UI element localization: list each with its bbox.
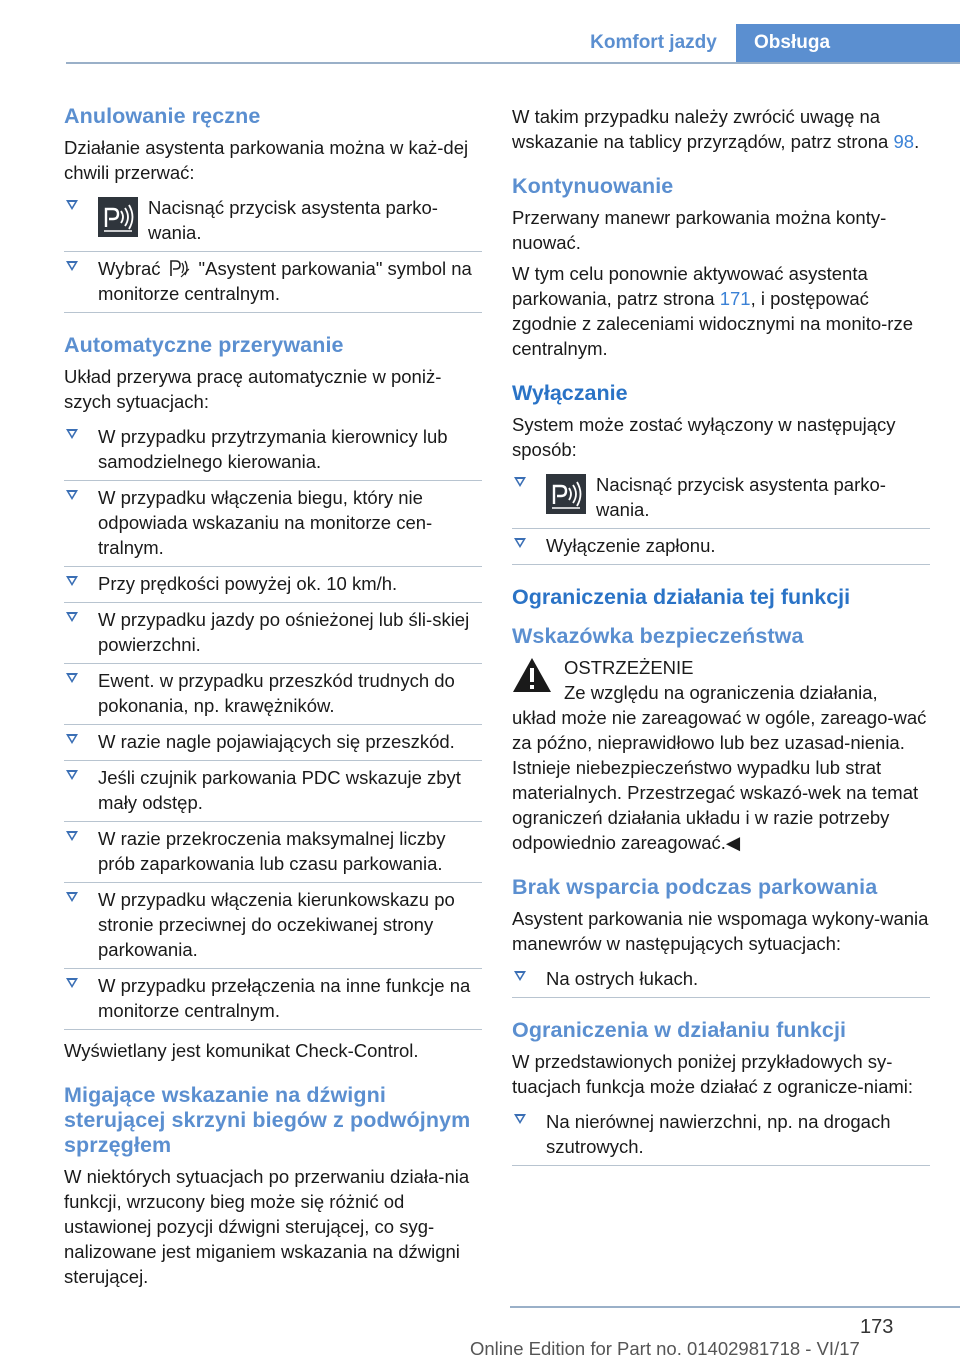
footer-rule: [510, 1306, 960, 1308]
no-support-item-1: Na ostrych łukach.: [546, 968, 699, 989]
bullet-icon: [66, 200, 78, 210]
operation-limits-item-1: Na nierównej nawierzchni, np. na drogach szutrowych.: [546, 1111, 891, 1157]
parking-assistant-symbol-icon: [169, 258, 191, 278]
bullet-icon: [66, 261, 78, 271]
manual-cancel-item-2-post: "Asystent parkowania" symbol na monitorze centralnym.: [98, 258, 472, 304]
list-item: [512, 1105, 930, 1166]
bullet-icon: [66, 490, 78, 500]
header-rule: [66, 62, 960, 64]
auto-cancel-item-10: W przypadku przełączenia na inne funkcje na monitorze centralnym.: [98, 975, 471, 1021]
heading-switch-off: Wyłączanie: [512, 381, 628, 405]
list-item: [64, 567, 482, 603]
bullet-icon: [66, 770, 78, 780]
edition-label: Online Edition for Part no. 01402981718 - VI/17: [470, 1338, 860, 1359]
note-text-pre: W takim przypadku należy zwrócić uwagę na wskazanie na tablicy przyrządów, patrz strona: [512, 106, 889, 152]
list-item: [64, 883, 482, 969]
page-link-98[interactable]: 98: [893, 131, 915, 152]
section-auto-cancel: [64, 333, 482, 1063]
continue-p2-post: , i postępować zgodnie z zaleceniami widocznymi na monito‐rze centralnym.: [512, 288, 914, 359]
switch-off-intro: System może zostać wyłączony w następujący sposób:: [512, 414, 896, 460]
switch-off-item-2: Wyłączenie zapłonu.: [546, 535, 716, 556]
warning-triangle-icon: [512, 657, 552, 693]
auto-cancel-item-3: Przy prędkości powyżej ok. 10 km/h.: [98, 573, 398, 594]
bullet-icon: [66, 978, 78, 988]
heading-manual-cancel: Anulowanie ręczne: [64, 104, 261, 128]
continue-p2-pre: W tym celu ponownie aktywować asystenta parkowania, patrz strona: [512, 263, 868, 309]
auto-cancel-item-1: W przypadku przytrzymania kierownicy lub samodzielnego kierowania.: [98, 426, 448, 472]
header-tab-section[interactable]: Komfort jazdy: [590, 32, 717, 53]
warning-box: [512, 655, 930, 855]
list-item: [512, 962, 930, 998]
heading-safety-note: Wskazówka bezpieczeństwa: [512, 624, 804, 648]
continue-p2: [512, 261, 930, 361]
bullet-icon: [514, 477, 526, 487]
list-item: [64, 603, 482, 664]
heading-function-limits: Ograniczenia działania tej funkcji: [512, 585, 851, 609]
header-tab-chapter[interactable]: Obsługa: [736, 24, 960, 62]
right-column: [512, 104, 930, 1166]
auto-cancel-item-6: W razie nagle pojawiających się przeszkód.: [98, 731, 455, 752]
warning-text: układ może nie zareagować w ogóle, zareago‐wać za późno, nieprawidłowo lub bez uzasad‐nienia. Istnieje niebezpieczeństwo wypadku lub strat materialnych. Przestrzegać wskazó‐wek na temat ograniczeń działania układu i w razie potrzeby odpowiednio zareagować.◀: [512, 707, 927, 853]
section-continue: [512, 174, 930, 361]
bullet-icon: [66, 612, 78, 622]
heading-auto-cancel: Automatyczne przerywanie: [64, 333, 344, 357]
switch-off-list: [512, 468, 930, 565]
continue-p1: Przerwany manewr parkowania można konty‐nuować.: [512, 207, 887, 253]
section-safety-note: [512, 624, 930, 855]
list-item: [64, 822, 482, 883]
bullet-icon: [66, 892, 78, 902]
manual-cancel-item-1: Nacisnąć przycisk asystenta parko‐wania.: [148, 197, 438, 243]
manual-cancel-list: [64, 191, 482, 313]
auto-cancel-item-4: W przypadku jazdy po ośnieżonej lub śli‐skiej powierzchni.: [98, 609, 470, 655]
section-manual-cancel: [64, 104, 482, 313]
warning-lead: Ze względu na ograniczenia działania,: [564, 682, 878, 703]
auto-cancel-item-5: Ewent. w przypadku przeszkód trudnych do pokonania, np. krawężników.: [98, 670, 455, 716]
manual-cancel-intro: Działanie asystenta parkowania można w każ‐dej chwili przerwać:: [64, 137, 469, 183]
heading-continue: Kontynuowanie: [512, 174, 674, 198]
list-item: [64, 252, 482, 313]
list-item: [64, 191, 482, 252]
section-no-support: [512, 875, 930, 998]
bullet-icon: [514, 1114, 526, 1124]
auto-cancel-item-9: W przypadku włączenia kierunkowskazu po stronie przeciwnej do oczekiwanej strony parkowania.: [98, 889, 455, 960]
bullet-icon: [66, 734, 78, 744]
section-flashing-indicator: [64, 1083, 482, 1289]
left-column: [64, 104, 482, 1295]
parking-assistant-button-icon: [98, 197, 138, 237]
list-item: [64, 420, 482, 481]
switch-off-item-1: Nacisnąć przycisk asystenta parko‐wania.: [596, 474, 886, 520]
list-item: [512, 529, 930, 565]
page-link-171[interactable]: 171: [719, 288, 751, 309]
bullet-icon: [66, 429, 78, 439]
heading-operation-limits: Ograniczenia w działaniu funkcji: [512, 1018, 847, 1042]
bullet-icon: [514, 538, 526, 548]
warning-title: OSTRZEŻENIE: [564, 657, 694, 678]
operation-limits-intro: W przedstawionych poniżej przykładowych sy‐tuacjach funkcja może działać z ogranicze‐niami:: [512, 1051, 914, 1097]
bullet-icon: [66, 576, 78, 586]
section-continuation-note: [512, 104, 930, 154]
auto-cancel-item-2: W przypadku włączenia biegu, który nie odpowiada wskazaniu na monitorze cen‐tralnym.: [98, 487, 433, 558]
bullet-icon: [514, 971, 526, 981]
auto-cancel-item-8: W razie przekroczenia maksymalnej liczby prób zaparkowania lub czasu parkowania.: [98, 828, 446, 874]
heading-no-support: Brak wsparcia podczas parkowania: [512, 875, 878, 899]
flashing-indicator-text: W niektórych sytuacjach po przerwaniu działa‐nia funkcji, wrzucony bieg może się różnić od ustawionej pozycji dźwigni sterującej, co syg‐nalizowane jest miganiem wskazania na dźwigni sterującej.: [64, 1166, 470, 1287]
page-number: 173: [860, 1316, 894, 1338]
auto-cancel-after: Wyświetlany jest komunikat Check-Control.: [64, 1040, 419, 1061]
auto-cancel-list: [64, 420, 482, 1030]
list-item: [64, 481, 482, 567]
list-item: [64, 725, 482, 761]
manual-cancel-item-2-pre: Wybrać: [98, 258, 161, 279]
list-item: [64, 664, 482, 725]
auto-cancel-intro: Układ przerywa pracę automatycznie w poniż‐szych sytuacjach:: [64, 366, 442, 412]
list-item: [64, 761, 482, 822]
section-operation-limits: [512, 1018, 930, 1166]
no-support-intro: Asystent parkowania nie wspomaga wykony‐wania manewrów w następujących sytuacjach:: [512, 908, 929, 954]
section-switch-off: [512, 381, 930, 565]
list-item: [64, 969, 482, 1030]
no-support-list: [512, 962, 930, 998]
parking-assistant-button-icon: [546, 474, 586, 514]
note-text-post: .: [914, 131, 920, 152]
list-item: [512, 468, 930, 529]
operation-limits-list: [512, 1105, 930, 1166]
section-function-limits: [512, 585, 930, 610]
instrument-panel-note: [512, 104, 930, 154]
bullet-icon: [66, 831, 78, 841]
auto-cancel-item-7: Jeśli czujnik parkowania PDC wskazuje zbyt mały odstęp.: [98, 767, 461, 813]
heading-flashing-indicator: Migające wskazanie na dźwigni sterującej skrzyni biegów z podwójnym sprzęgłem: [64, 1083, 471, 1157]
bullet-icon: [66, 673, 78, 683]
